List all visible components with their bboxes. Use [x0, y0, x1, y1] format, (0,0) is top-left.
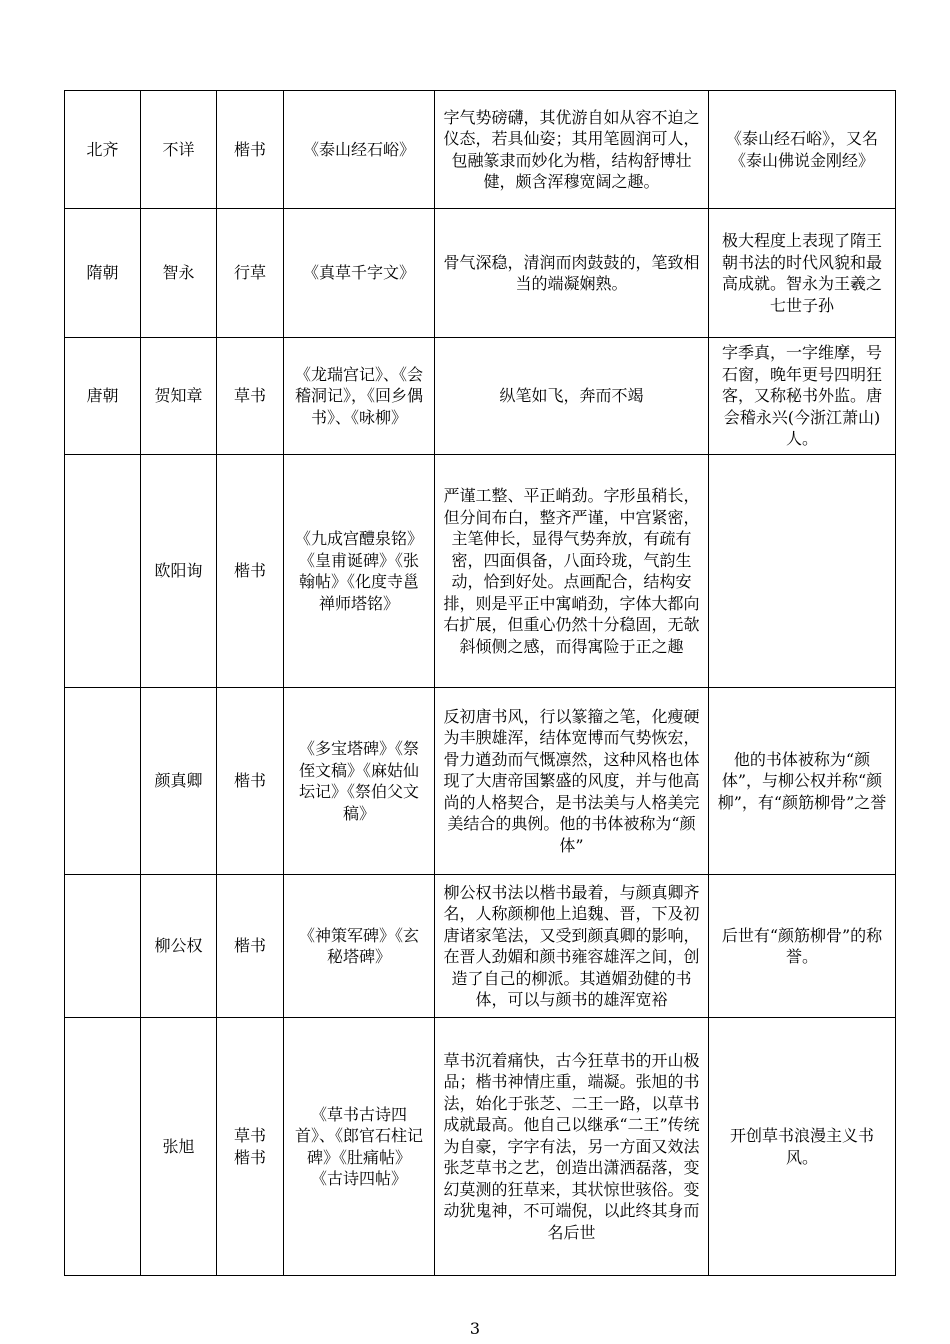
table-row — [65, 338, 896, 455]
features-cell: 字气势磅礴，其优游自如从容不迫之仪态，若具仙姿；其用笔圆润可人，包融篆隶而妙化为楷，结构舒博壮健，颇含浑穆宽阔之趣。 — [435, 91, 709, 209]
features-cell: 纵笔如飞，奔而不竭 — [435, 338, 709, 455]
table-row — [65, 1018, 896, 1276]
dynasty-cell — [65, 455, 141, 688]
author-cell: 欧阳询 — [141, 455, 217, 688]
author-cell: 张旭 — [141, 1018, 217, 1276]
style-cell: 楷书 — [217, 688, 284, 875]
notes-cell — [709, 455, 896, 688]
dynasty-cell: 唐朝 — [65, 338, 141, 455]
style-cell: 草书 楷书 — [217, 1018, 284, 1276]
features-cell: 反初唐书风，行以篆籀之笔，化瘦硬为丰腴雄浑，结体宽博而气势恢宏，骨力遒劲而气慨凛然，这种风格也体现了大唐帝国繁盛的风度，并与他高尚的人格契合，是书法美与人格美完美结合的典例。他的书体被称为“颜体” — [435, 688, 709, 875]
author-cell: 颜真卿 — [141, 688, 217, 875]
works-cell: 《龙瑞宫记》、《会稽洞记》，《回乡偶书》、《咏柳》 — [284, 338, 435, 455]
table-row — [65, 875, 896, 1018]
features-cell: 柳公权书法以楷书最着，与颜真卿齐名，人称颜柳他上追魏、晋，下及初唐诸家笔法，又受到颜真卿的影响，在晋人劲媚和颜书雍容雄浑之间，创造了自己的柳派。其遒媚劲健的书体，可以与颜书的雄浑宽裕 — [435, 875, 709, 1018]
works-cell: 《九成宫醴泉铭》《皇甫诞碑》《张翰帖》《化度寺邕禅师塔铭》 — [284, 455, 435, 688]
page-number: 3 — [469, 1319, 481, 1338]
table-row — [65, 91, 896, 209]
notes-cell: 字季真，一字维摩，号石窗，晚年更号四明狂客，又称秘书外监。唐会稽永兴(今浙江萧山)人。 — [709, 338, 896, 455]
table-row — [65, 209, 896, 338]
dynasty-cell — [65, 875, 141, 1018]
works-cell: 《神策军碑》《玄秘塔碑》 — [284, 875, 435, 1018]
features-cell: 严谨工整、平正峭劲。字形虽稍长，但分间布白，整齐严谨，中宫紧密，主笔伸长，显得气势奔放，有疏有密，四面俱备，八面玲珑，气韵生动，恰到好处。点画配合，结构安排，则是平正中寓峭劲，字体大都向右扩展，但重心仍然十分稳固，无欹斜倾侧之感，而得寓险于正之趣 — [435, 455, 709, 688]
style-cell: 楷书 — [217, 875, 284, 1018]
notes-cell: 开创草书浪漫主义书风。 — [709, 1018, 896, 1276]
author-cell: 智永 — [141, 209, 217, 338]
dynasty-cell: 北齐 — [65, 91, 141, 209]
dynasty-cell — [65, 1018, 141, 1276]
notes-cell: 他的书体被称为“颜体”，与柳公权并称“颜柳”，有“颜筋柳骨”之誉 — [709, 688, 896, 875]
dynasty-cell: 隋朝 — [65, 209, 141, 338]
notes-cell: 极大程度上表现了隋王朝书法的时代风貌和最高成就。智永为王羲之七世子孙 — [709, 209, 896, 338]
works-cell: 《泰山经石峪》 — [284, 91, 435, 209]
table-row — [65, 455, 896, 688]
works-cell: 《真草千字文》 — [284, 209, 435, 338]
works-cell: 《草书古诗四首》、《郎官石柱记碑》《肚痛帖》 《古诗四帖》 — [284, 1018, 435, 1276]
features-cell: 骨气深稳，清润而肉鼓鼓的，笔致相当的端凝娴熟。 — [435, 209, 709, 338]
style-cell: 楷书 — [217, 455, 284, 688]
author-cell: 柳公权 — [141, 875, 217, 1018]
style-cell: 草书 — [217, 338, 284, 455]
features-cell: 草书沉着痛快，古今狂草书的开山极品；楷书神情庄重，端凝。张旭的书法，始化于张芝、二王一路，以草书成就最高。他自己以继承“二王”传统为自豪，字字有法，另一方面又效法张芝草书之艺，创造出潇洒磊落，变幻莫测的狂草来，其状惊世骇俗。变动犹鬼神，不可端倪，以此终其身而名后世 — [435, 1018, 709, 1276]
author-cell: 不详 — [141, 91, 217, 209]
style-cell: 楷书 — [217, 91, 284, 209]
author-cell: 贺知章 — [141, 338, 217, 455]
works-cell: 《多宝塔碑》《祭侄文稿》《麻姑仙坛记》《祭伯父文稿》 — [284, 688, 435, 875]
table-row — [65, 688, 896, 875]
dynasty-cell — [65, 688, 141, 875]
style-cell: 行草 — [217, 209, 284, 338]
notes-cell: 后世有“颜筋柳骨”的称誉。 — [709, 875, 896, 1018]
notes-cell: 《泰山经石峪》，又名《泰山佛说金刚经》 — [709, 91, 896, 209]
calligraphy-table — [64, 90, 896, 1276]
